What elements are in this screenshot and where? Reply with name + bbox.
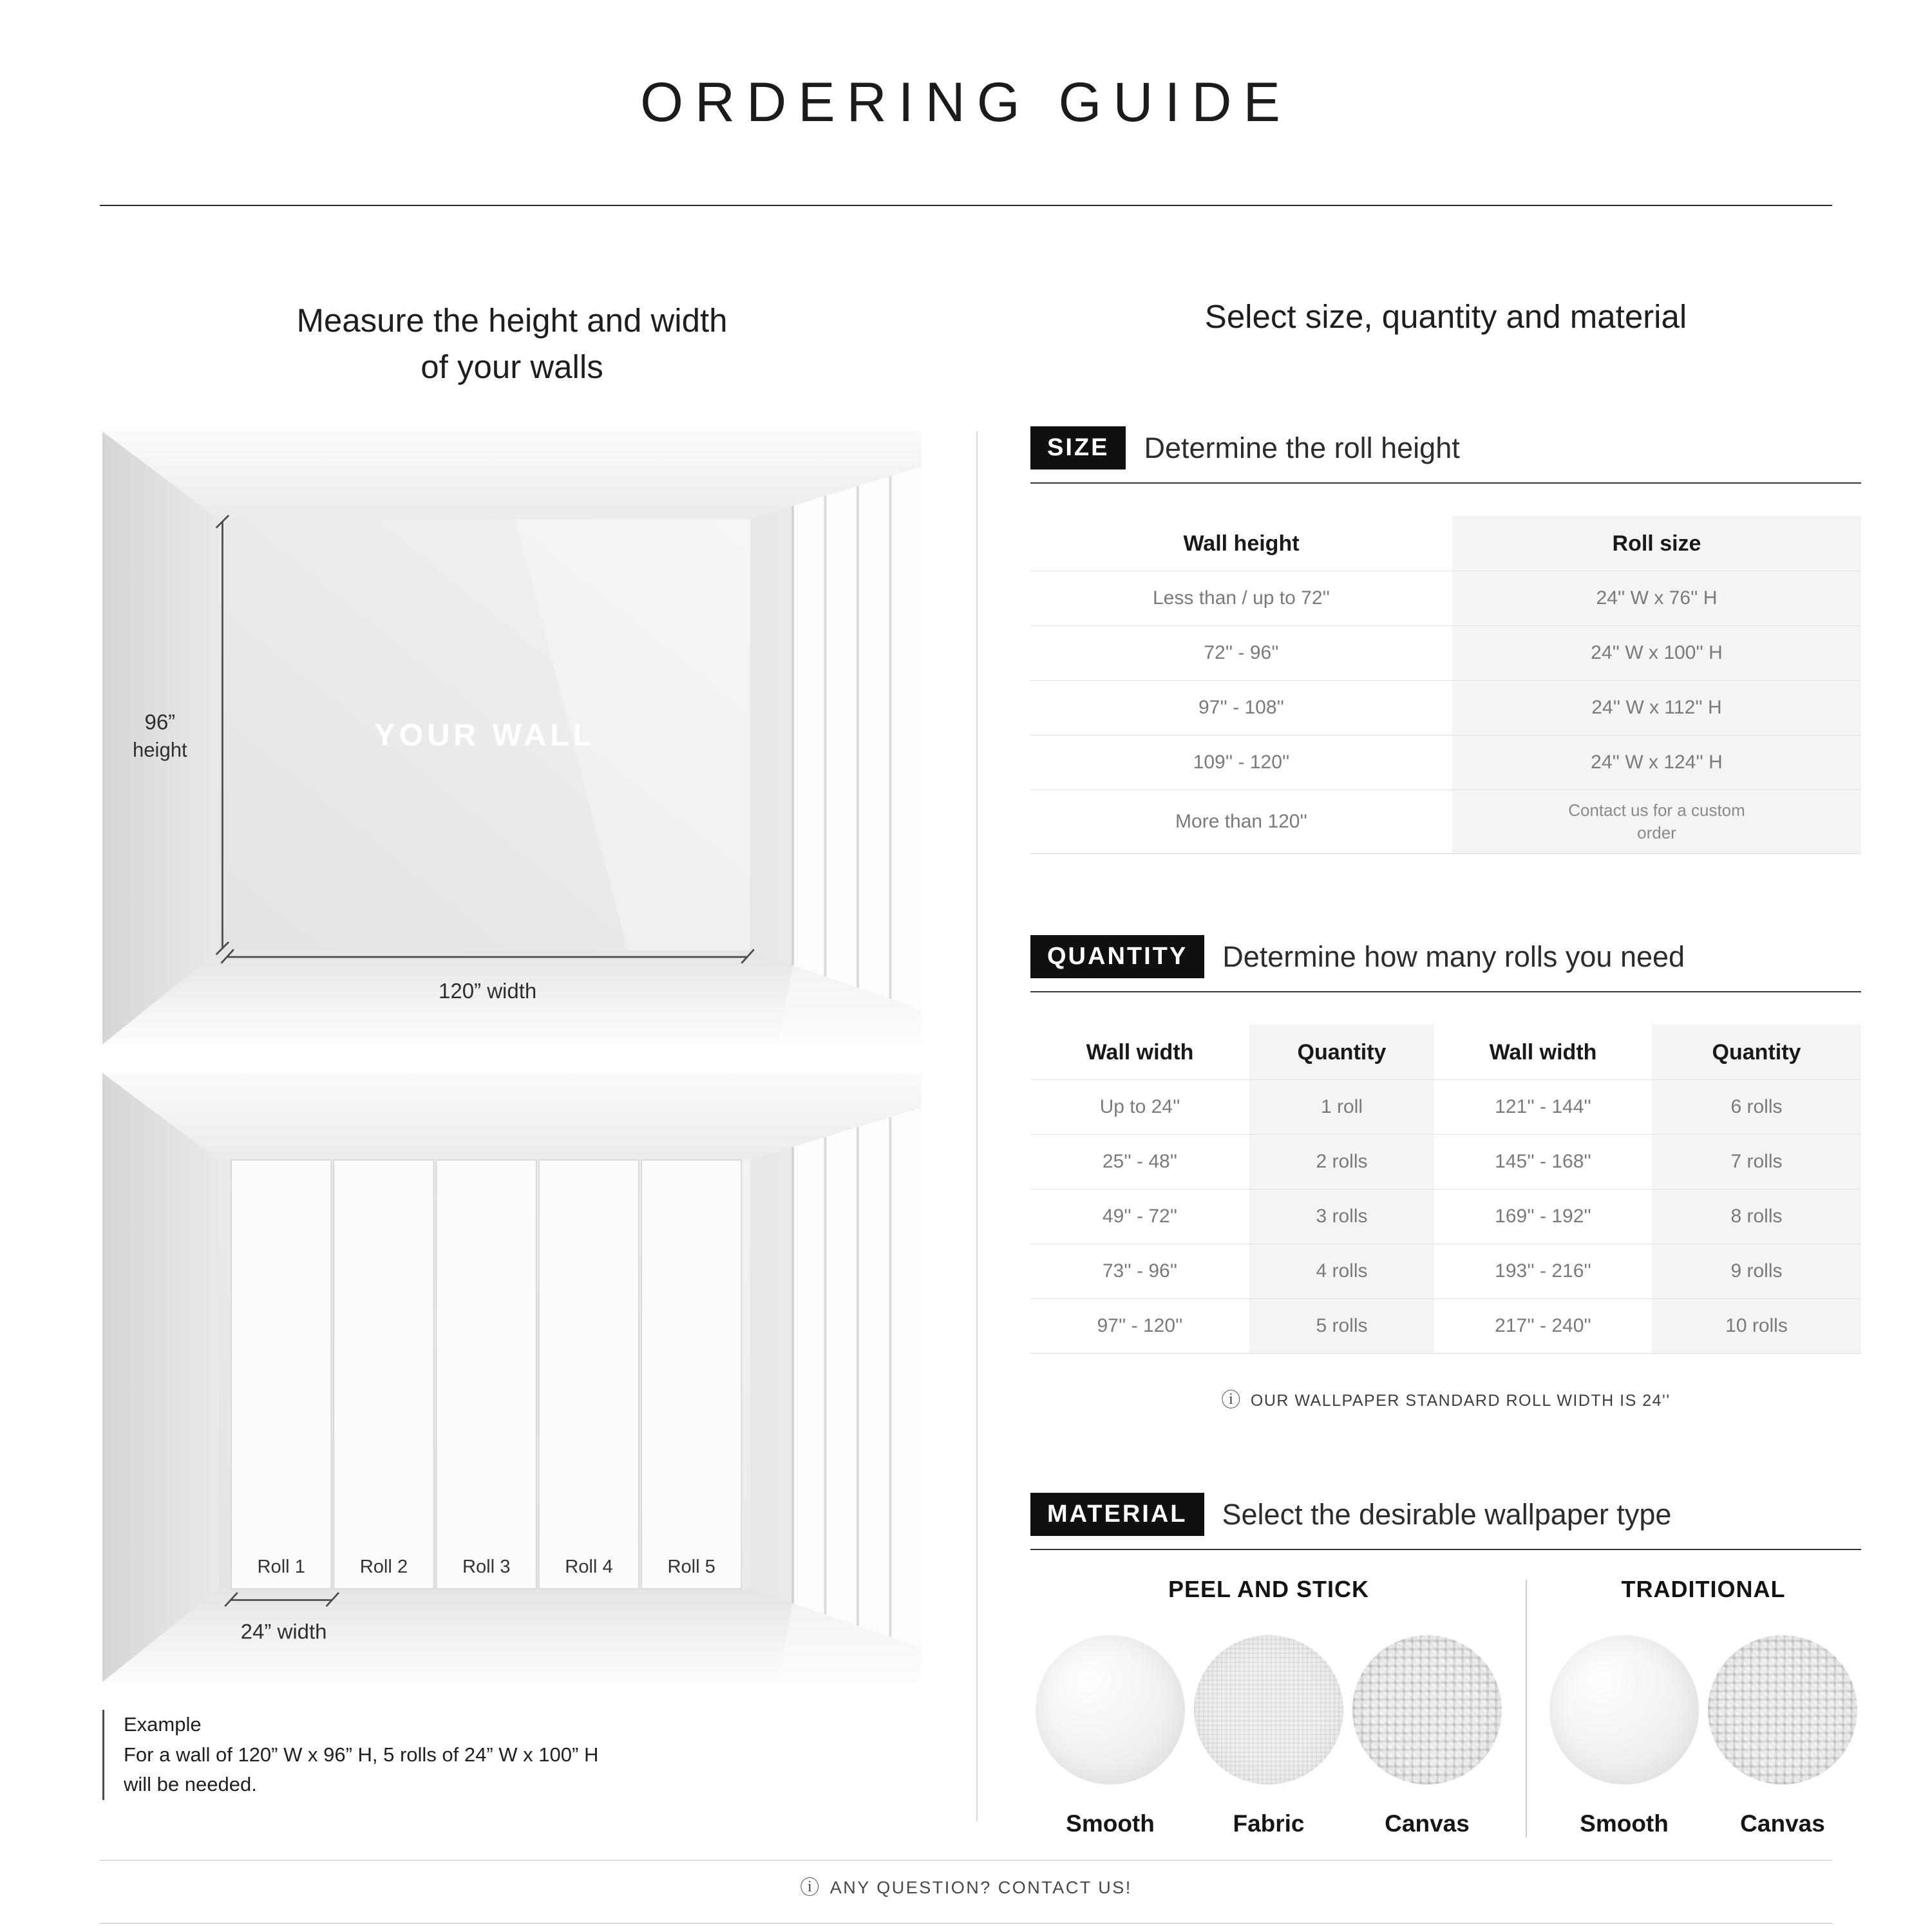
room1-svg xyxy=(102,431,922,1045)
smooth-label: Smooth xyxy=(1580,1810,1669,1837)
info-icon: ⓘ xyxy=(800,1877,821,1899)
roll-width-label: 24” width xyxy=(240,1619,327,1643)
size-row-4-roll xyxy=(1452,790,1861,853)
qty-row-1-0: 25'' - 48'' xyxy=(1030,1134,1249,1189)
peel-and-stick-swatches xyxy=(1030,1635,1507,1837)
qty-row-2-0: 49'' - 72'' xyxy=(1030,1189,1249,1244)
footer-contact-note xyxy=(0,1878,1932,1898)
fabric-label: Fabric xyxy=(1233,1810,1305,1837)
size-row-1-roll: 24'' W x 100'' H xyxy=(1452,625,1861,680)
roll-3-label: Roll 3 xyxy=(462,1557,511,1578)
qty-row-1-1: 2 rolls xyxy=(1249,1134,1434,1189)
quantity-section xyxy=(1030,935,1861,1410)
material-section-title: Select the desirable wallpaper type xyxy=(1222,1497,1672,1531)
left-heading-line2: of your walls xyxy=(421,348,603,386)
size-table xyxy=(1030,516,1861,854)
left-wall xyxy=(102,1073,219,1682)
left-column-heading xyxy=(102,298,922,391)
width-label: 120” width xyxy=(438,979,537,1003)
room2-svg xyxy=(102,1073,922,1682)
qty-row-4-2: 217'' - 240'' xyxy=(1434,1298,1652,1353)
info-icon: ⓘ xyxy=(1221,1390,1242,1411)
roll-4-label: Roll 4 xyxy=(565,1557,613,1578)
option-trad-smooth xyxy=(1549,1635,1699,1837)
smooth-texture-swatch xyxy=(1549,1635,1699,1785)
qty-header-3: Quantity xyxy=(1652,1025,1861,1079)
canvas-texture-swatch xyxy=(1708,1635,1857,1785)
room-illustration-rolls xyxy=(102,1073,922,1682)
example-line1: For a wall of 120” W x 96” H, 5 rolls of 24” W x 100” H xyxy=(124,1743,599,1766)
material-section-header xyxy=(1030,1493,1861,1550)
footer-contact-text: ANY QUESTION? CONTACT US! xyxy=(829,1878,1132,1897)
height-word-label: height xyxy=(133,739,187,762)
left-heading-line1: Measure the height and width xyxy=(296,302,728,339)
size-section-header xyxy=(1030,426,1861,484)
qty-row-1-3: 7 rolls xyxy=(1652,1134,1861,1189)
size-section-title: Determine the roll height xyxy=(1144,431,1460,464)
quantity-badge: QUANTITY xyxy=(1030,935,1204,978)
example-title: Example xyxy=(124,1713,202,1736)
example-note xyxy=(102,1710,598,1800)
footer-divider-top xyxy=(100,1860,1832,1861)
footer-divider-bottom xyxy=(100,1923,1832,1924)
canvas-label: Canvas xyxy=(1385,1810,1470,1837)
roll-panels xyxy=(231,1160,741,1589)
height-value-label: 96” xyxy=(144,710,176,734)
size-row-3-roll: 24'' W x 124'' H xyxy=(1452,735,1861,790)
page-title: ORDERING GUIDE xyxy=(640,71,1292,133)
traditional-title: TRADITIONAL xyxy=(1621,1576,1786,1602)
roll-1-label: Roll 1 xyxy=(257,1557,305,1578)
qty-row-3-0: 73'' - 96'' xyxy=(1030,1244,1249,1298)
option-peel-canvas xyxy=(1352,1635,1502,1837)
title-divider xyxy=(100,205,1832,206)
material-group-traditional xyxy=(1546,1576,1861,1837)
material-section xyxy=(1030,1493,1861,1837)
qty-row-1-2: 145'' - 168'' xyxy=(1434,1134,1652,1189)
custom-order-text: Contact us for a custom order xyxy=(1568,800,1745,843)
traditional-swatches xyxy=(1546,1635,1861,1837)
material-group-peel-and-stick xyxy=(1030,1576,1507,1837)
qty-row-4-0: 97'' - 120'' xyxy=(1030,1298,1249,1353)
size-row-4-wall: More than 120'' xyxy=(1030,790,1452,853)
qty-header-0: Wall width xyxy=(1086,1040,1194,1065)
example-line2: will be needed. xyxy=(124,1773,257,1795)
qty-row-4-1: 5 rolls xyxy=(1249,1298,1434,1353)
qty-row-0-2: 121'' - 144'' xyxy=(1434,1079,1652,1134)
roll-2-label: Roll 2 xyxy=(359,1557,408,1578)
peel-and-stick-title: PEEL AND STICK xyxy=(1168,1576,1370,1602)
material-badge: MATERIAL xyxy=(1030,1493,1204,1536)
material-group-divider xyxy=(1526,1580,1527,1837)
size-row-0-wall: Less than / up to 72'' xyxy=(1030,571,1452,625)
qty-row-0-1: 1 roll xyxy=(1249,1079,1434,1134)
material-groups xyxy=(1030,1576,1861,1837)
roll-5-label: Roll 5 xyxy=(667,1557,715,1578)
qty-row-0-0: Up to 24'' xyxy=(1030,1079,1249,1134)
quantity-section-title: Determine how many rolls you need xyxy=(1222,940,1685,973)
column-divider xyxy=(976,431,978,1821)
roll-width-note-text: OUR WALLPAPER STANDARD ROLL WIDTH IS 24'' xyxy=(1250,1391,1671,1410)
size-col-roll-size: Roll size xyxy=(1452,516,1861,571)
right-column-heading: Select size, quantity and material xyxy=(1204,298,1687,335)
qty-row-3-1: 4 rolls xyxy=(1249,1244,1434,1298)
canvas-texture-swatch xyxy=(1352,1635,1502,1785)
size-row-0-roll: 24'' W x 76'' H xyxy=(1452,571,1861,625)
option-peel-fabric xyxy=(1194,1635,1343,1837)
smooth-texture-swatch xyxy=(1036,1635,1185,1785)
canvas-label: Canvas xyxy=(1740,1810,1825,1837)
size-section xyxy=(1030,426,1861,854)
quantity-section-header xyxy=(1030,935,1861,992)
option-peel-smooth xyxy=(1036,1635,1185,1837)
qty-row-0-3: 6 rolls xyxy=(1652,1079,1861,1134)
qty-row-2-1: 3 rolls xyxy=(1249,1189,1434,1244)
smooth-label: Smooth xyxy=(1066,1810,1155,1837)
size-row-2-wall: 97'' - 108'' xyxy=(1030,680,1452,735)
qty-row-4-3: 10 rolls xyxy=(1652,1298,1861,1353)
size-badge: SIZE xyxy=(1030,426,1126,469)
size-col-wall-height: Wall height xyxy=(1183,531,1300,556)
left-wall xyxy=(102,431,219,1045)
qty-row-2-3: 8 rolls xyxy=(1652,1189,1861,1244)
fabric-texture-swatch xyxy=(1194,1635,1343,1785)
room-illustration-measure xyxy=(102,431,922,1045)
roll-width-note xyxy=(1030,1391,1861,1410)
quantity-table xyxy=(1030,1025,1861,1354)
qty-row-3-2: 193'' - 216'' xyxy=(1434,1244,1652,1298)
size-row-2-roll: 24'' W x 112'' H xyxy=(1452,680,1861,735)
your-wall-label: YOUR WALL xyxy=(374,717,596,753)
qty-row-3-3: 9 rolls xyxy=(1652,1244,1861,1298)
qty-header-2: Wall width xyxy=(1489,1040,1597,1065)
qty-header-1: Quantity xyxy=(1249,1025,1434,1079)
option-trad-canvas xyxy=(1708,1635,1857,1837)
size-row-1-wall: 72'' - 96'' xyxy=(1030,625,1452,680)
qty-row-2-2: 169'' - 192'' xyxy=(1434,1189,1652,1244)
size-row-3-wall: 109'' - 120'' xyxy=(1030,735,1452,790)
